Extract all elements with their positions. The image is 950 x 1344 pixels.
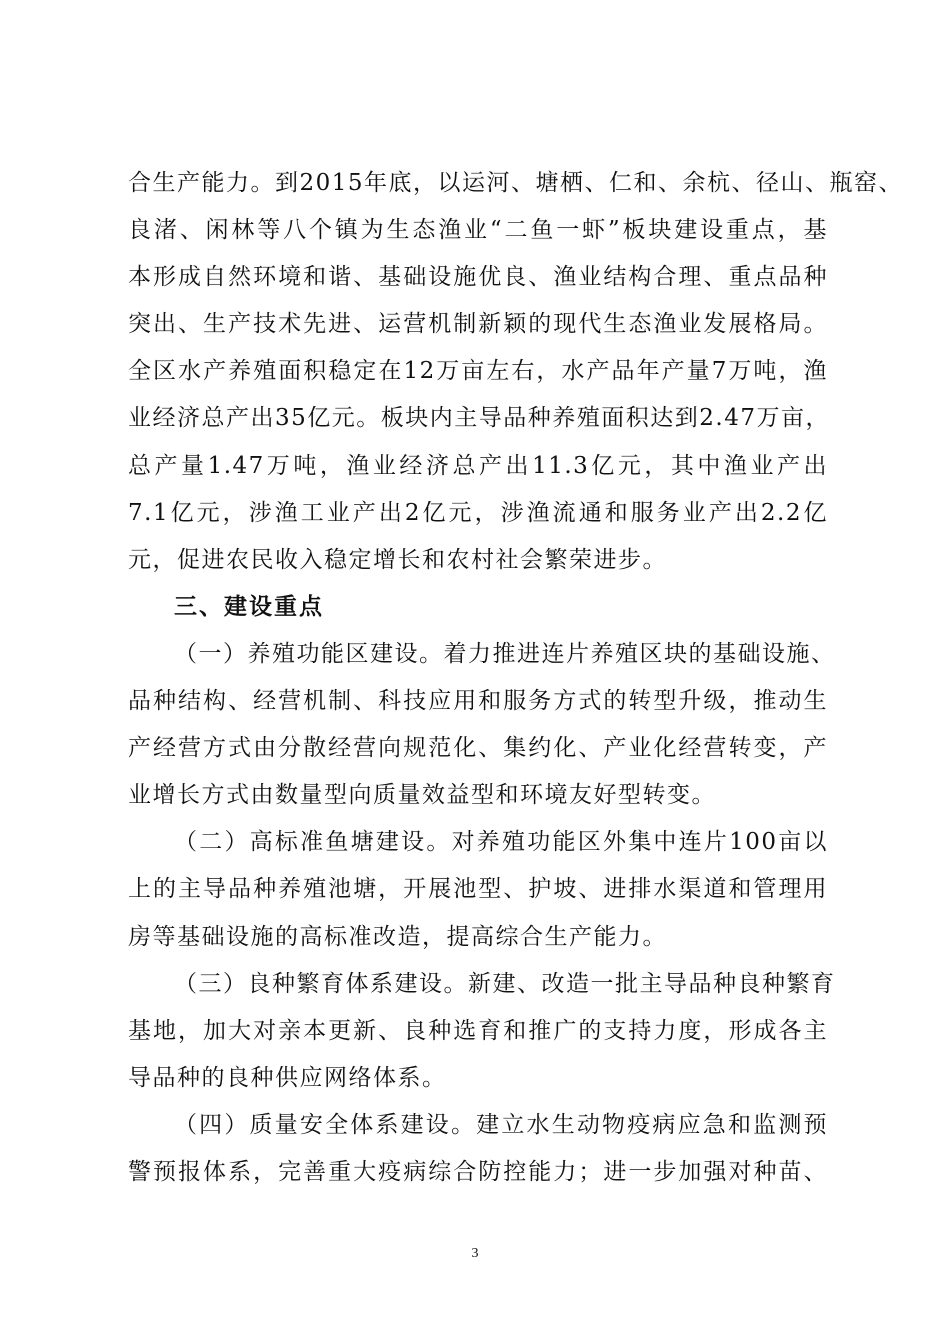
- text-line: （四）质量安全体系建设。建立水生动物疫病应急和监测预: [174, 1111, 828, 1138]
- paragraph-breed-system: [128, 961, 836, 1102]
- paragraph-quality-safety: [128, 1102, 828, 1196]
- text-line: 7.1亿元，涉渔工业产出2亿元，涉渔流通和服务业产出2.2亿: [128, 499, 828, 526]
- text-line: 总产量1.47万吨，渔业经济总产出11.3亿元，其中渔业产出: [128, 452, 828, 479]
- text-line: （一）养殖功能区建设。着力推进连片养殖区块的基础设施、: [174, 640, 836, 667]
- text-line: 产经营方式由分散经营向规范化、集约化、产业化经营转变，产: [128, 735, 828, 762]
- text-line: 警预报体系，完善重大疫病综合防控能力；进一步加强对种苗、: [128, 1158, 828, 1185]
- page-number: 3: [471, 1246, 479, 1261]
- text-line: 业经济总产出35亿元。板块内主导品种养殖面积达到2.47万亩，: [128, 405, 830, 432]
- text-line: 上的主导品种养殖池塘，开展池型、护坡、进排水渠道和管理用: [128, 876, 828, 903]
- text-line: 房等基础设施的高标准改造，提高综合生产能力。: [128, 923, 667, 950]
- text-line: （二）高标准鱼塘建设。对养殖功能区外集中连片100亩以: [174, 829, 828, 856]
- text-line: 本形成自然环境和谐、基础设施优良、渔业结构合理、重点品种: [128, 264, 828, 291]
- text-line: 基地，加大对亲本更新、良种选育和推广的支持力度，形成各主: [128, 1017, 828, 1044]
- paragraph-production-targets: [128, 160, 904, 584]
- text-line: （三）良种繁育体系建设。新建、改造一批主导品种良种繁育: [174, 970, 836, 997]
- document-body: [128, 160, 904, 1196]
- text-line: 业增长方式由数量型向质量效益型和环境友好型转变。: [128, 782, 716, 809]
- text-line: 元，促进农民收入稳定增长和农村社会繁荣进步。: [128, 546, 667, 573]
- text-line: 全区水产养殖面积稳定在12万亩左右，水产品年产量7万吨，渔: [128, 358, 828, 385]
- section-heading: 三、建设重点: [174, 593, 324, 620]
- text-line: 合生产能力。到2015年底，以运河、塘栖、仁和、余杭、径山、瓶窑、: [128, 170, 904, 196]
- text-line: 良渚、闲林等八个镇为生态渔业“二鱼一虾”板块建设重点，基: [128, 217, 828, 244]
- paragraph-fish-pond: [128, 819, 828, 960]
- text-line: 导品种的良种供应网络体系。: [128, 1064, 447, 1091]
- text-line: 突出、生产技术先进、运营机制新颖的现代生态渔业发展格局。: [128, 311, 828, 338]
- text-line: 品种结构、经营机制、科技应用和服务方式的转型升级，推动生: [128, 688, 828, 715]
- paragraph-breeding-zone: [128, 631, 836, 819]
